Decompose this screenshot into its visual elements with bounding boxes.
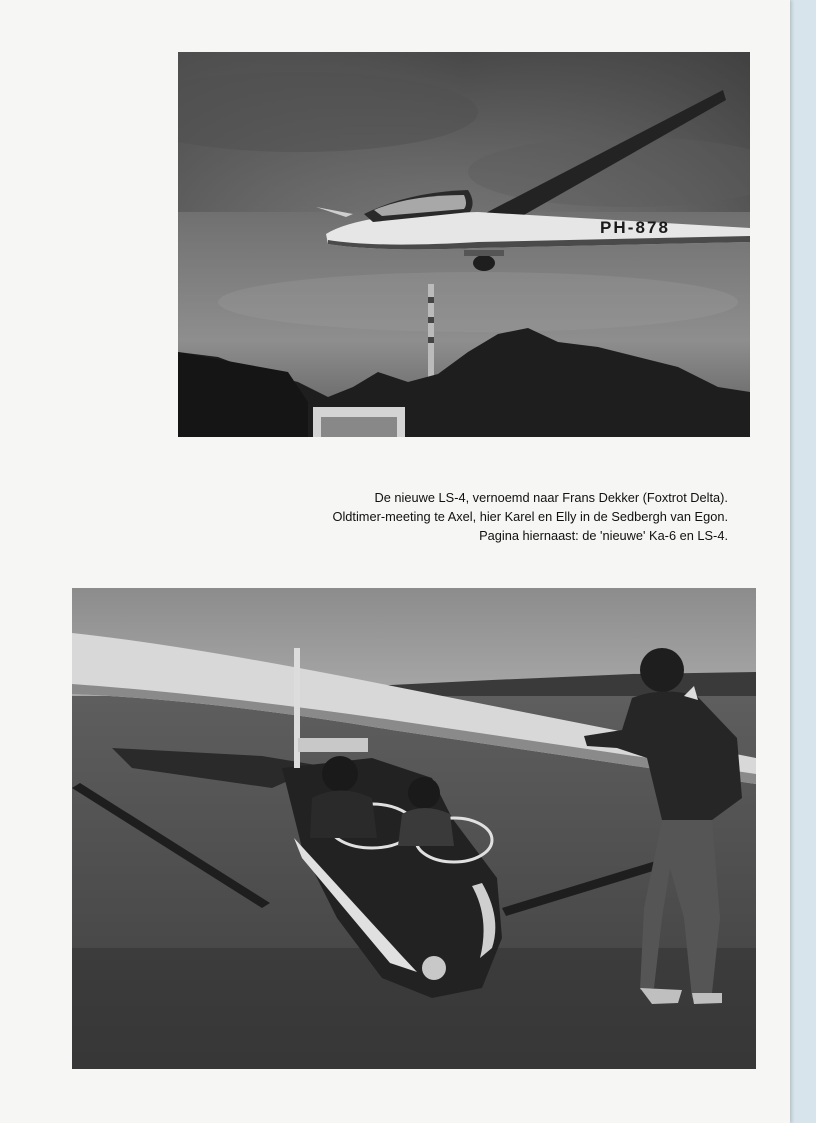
sedbergh-ground-photo bbox=[72, 588, 756, 1069]
glider-registration: PH-878 bbox=[600, 218, 668, 237]
sedbergh-glider-image bbox=[72, 588, 756, 1069]
bleed-through-text bbox=[60, 90, 74, 152]
caption-line-1: De nieuwe LS-4, vernoemd naar Frans Dekker (Foxtrot Delta). bbox=[374, 490, 728, 505]
caption-line-2: Oldtimer-meeting te Axel, hier Karel en Elly in de Sedbergh van Egon. bbox=[332, 509, 728, 524]
ls4-glider-image bbox=[178, 52, 750, 437]
glider-flight-photo bbox=[178, 52, 750, 437]
caption-line-3: Pagina hiernaast: de 'nieuwe' Ka-6 en LS-4. bbox=[479, 528, 728, 543]
photo-caption bbox=[268, 488, 728, 545]
